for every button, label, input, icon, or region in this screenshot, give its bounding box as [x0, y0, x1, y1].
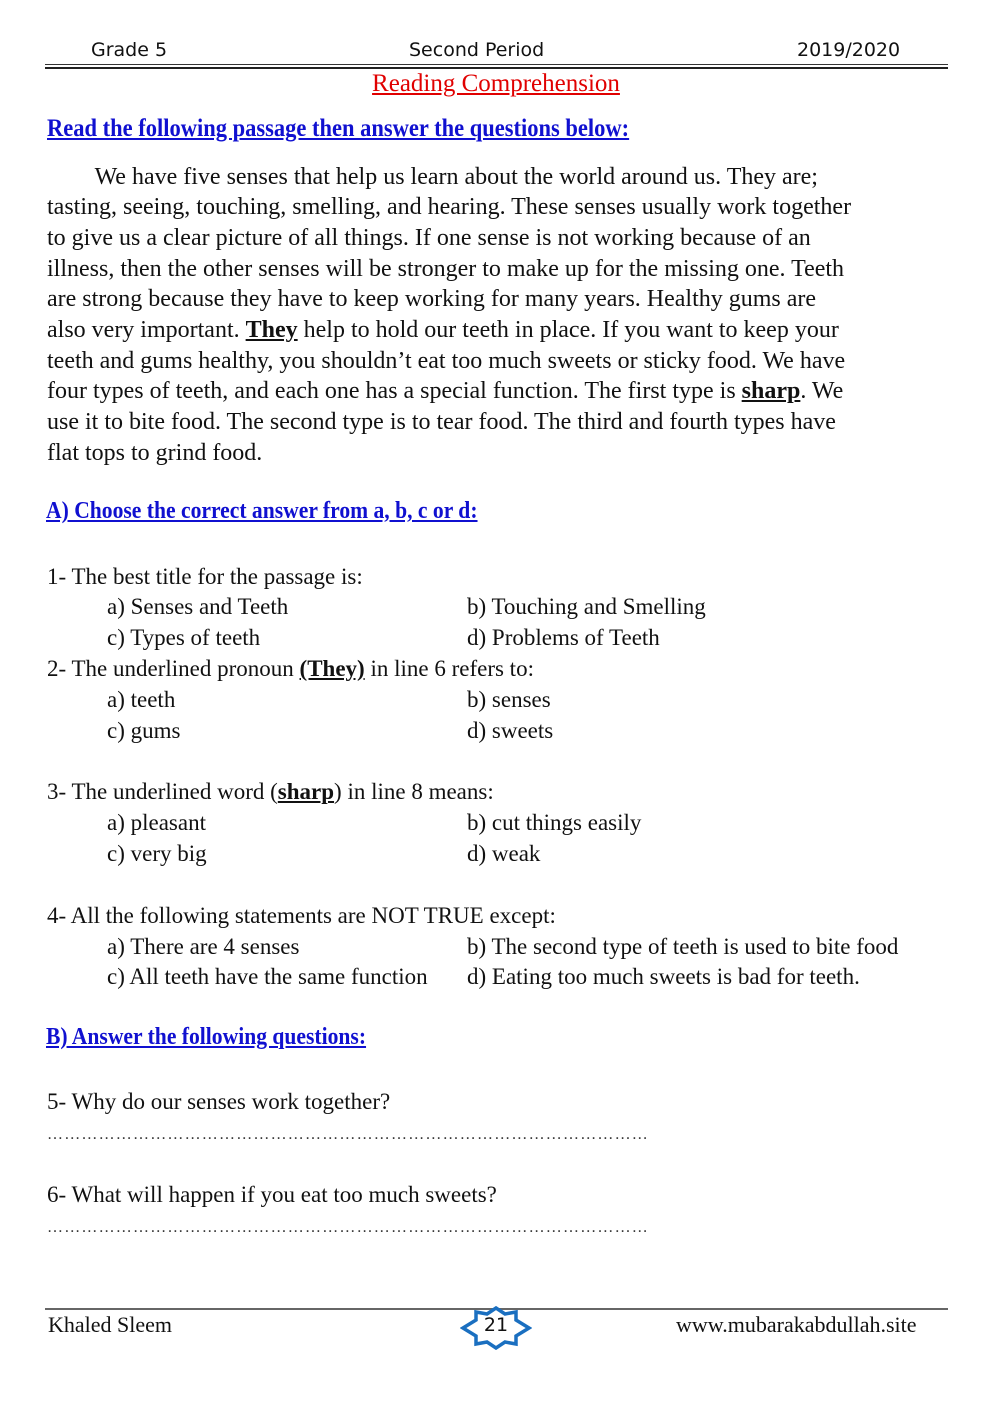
footer-author: Khaled Sleem — [48, 1312, 173, 1337]
passage-line — [47, 163, 818, 191]
text-segment: . We — [800, 378, 844, 404]
text-segment: 4- All the following statements are NOT TRUE except: — [47, 903, 556, 928]
text-segment: four types of teeth, and each one has a special function. The first type is — [47, 378, 742, 404]
text-segment: are strong because they have to keep working for many years. Healthy gums are — [47, 286, 817, 312]
question-1-option-d[interactable]: d) Problems of Teeth — [467, 625, 660, 650]
question-1-option-c[interactable]: c) Types of teeth — [107, 625, 261, 650]
question-3-option-c[interactable]: c) very big — [107, 841, 207, 866]
text-segment: tasting, seeing, touching, smelling, and hearing. These senses usually work together — [47, 194, 852, 220]
page-number-badge — [460, 1306, 532, 1350]
page-number: 21 — [483, 1314, 509, 1336]
question-3-option-b[interactable]: b) cut things easily — [467, 810, 642, 835]
text-segment: 2- The underlined pronoun — [47, 656, 300, 681]
text-segment: ) in line 8 means: — [334, 779, 494, 804]
section-a-heading: A) Choose the correct answer from a, b, c or d: — [46, 498, 478, 524]
underlined-word: sharp — [277, 779, 335, 804]
text-segment: flat tops to grind food. — [47, 440, 263, 466]
question-2-option-a[interactable]: a) teeth — [107, 687, 176, 712]
question-2-option-c[interactable]: c) gums — [107, 718, 181, 743]
passage-line — [47, 224, 811, 252]
text-segment: help to hold our teeth in place. If you want to keep your — [297, 317, 839, 343]
header-rule — [45, 64, 948, 65]
header-grade: Grade 5 — [91, 39, 168, 61]
underlined-word: They — [245, 317, 298, 343]
question-1-option-b[interactable]: b) Touching and Smelling — [467, 594, 706, 619]
passage-line — [47, 377, 843, 405]
passage-line — [47, 316, 839, 344]
text-segment: 1- The best title for the passage is: — [47, 564, 363, 589]
text-segment: illness, then the other senses will be stronger to make up for the missing one. Teeth — [47, 256, 845, 282]
question-stem-4 — [47, 902, 556, 930]
text-segment: to give us a clear picture of all things. If one sense is not working because of an — [47, 225, 811, 251]
text-segment: use it to bite food. The second type is to tear food. The third and fourth types have — [47, 409, 836, 435]
underlined-word: (They) — [299, 656, 365, 681]
section-b-heading: B) Answer the following questions: — [46, 1024, 367, 1050]
text-segment: also very important. — [47, 317, 246, 343]
underlined-word: sharp — [741, 378, 801, 404]
text-segment: 3- The underlined word ( — [47, 779, 278, 804]
header-period: Second Period — [409, 39, 545, 61]
question-4-option-c[interactable]: c) All teeth have the same function — [107, 964, 428, 989]
question-6: 6- What will happen if you eat too much sweets? — [47, 1182, 497, 1207]
question-4-option-b[interactable]: b) The second type of teeth is used to bite food — [467, 934, 899, 959]
header-year: 2019/2020 — [797, 39, 901, 61]
question-stem-1 — [47, 563, 363, 591]
passage-line — [47, 439, 262, 467]
passage-line — [47, 193, 851, 221]
header-rule-thick — [45, 67, 948, 69]
question-stem-2 — [47, 655, 534, 683]
question-4-option-a[interactable]: a) There are 4 senses — [107, 934, 300, 959]
question-2-option-b[interactable]: b) senses — [467, 687, 551, 712]
passage-line — [47, 285, 816, 313]
passage-line — [47, 255, 844, 283]
text-segment: in line 6 refers to: — [364, 656, 534, 681]
answer-line-6[interactable]: …………………………………………………………………………………………… — [47, 1219, 649, 1236]
page-title: Reading Comprehension — [372, 70, 620, 97]
footer-website[interactable]: www.mubarakabdullah.site — [676, 1312, 917, 1337]
question-3-option-a[interactable]: a) pleasant — [107, 810, 206, 835]
question-5: 5- Why do our senses work together? — [47, 1089, 391, 1114]
question-3-option-d[interactable]: d) weak — [467, 841, 541, 866]
question-1-option-a[interactable]: a) Senses and Teeth — [107, 594, 289, 619]
answer-line-5[interactable]: …………………………………………………………………………………………… — [47, 1126, 649, 1143]
question-4-option-d[interactable]: d) Eating too much sweets is bad for teeth. — [467, 964, 860, 989]
instruction-heading: Read the following passage then answer the questions below: — [47, 115, 630, 142]
question-2-option-d[interactable]: d) sweets — [467, 718, 554, 743]
text-segment: teeth and gums healthy, you shouldn’t eat too much sweets or sticky food. We have — [47, 348, 846, 374]
passage-line — [47, 347, 845, 375]
passage-line — [47, 408, 836, 436]
text-segment: We have five senses that help us learn about the world around us. They are; — [47, 164, 818, 190]
question-stem-3 — [47, 778, 494, 806]
